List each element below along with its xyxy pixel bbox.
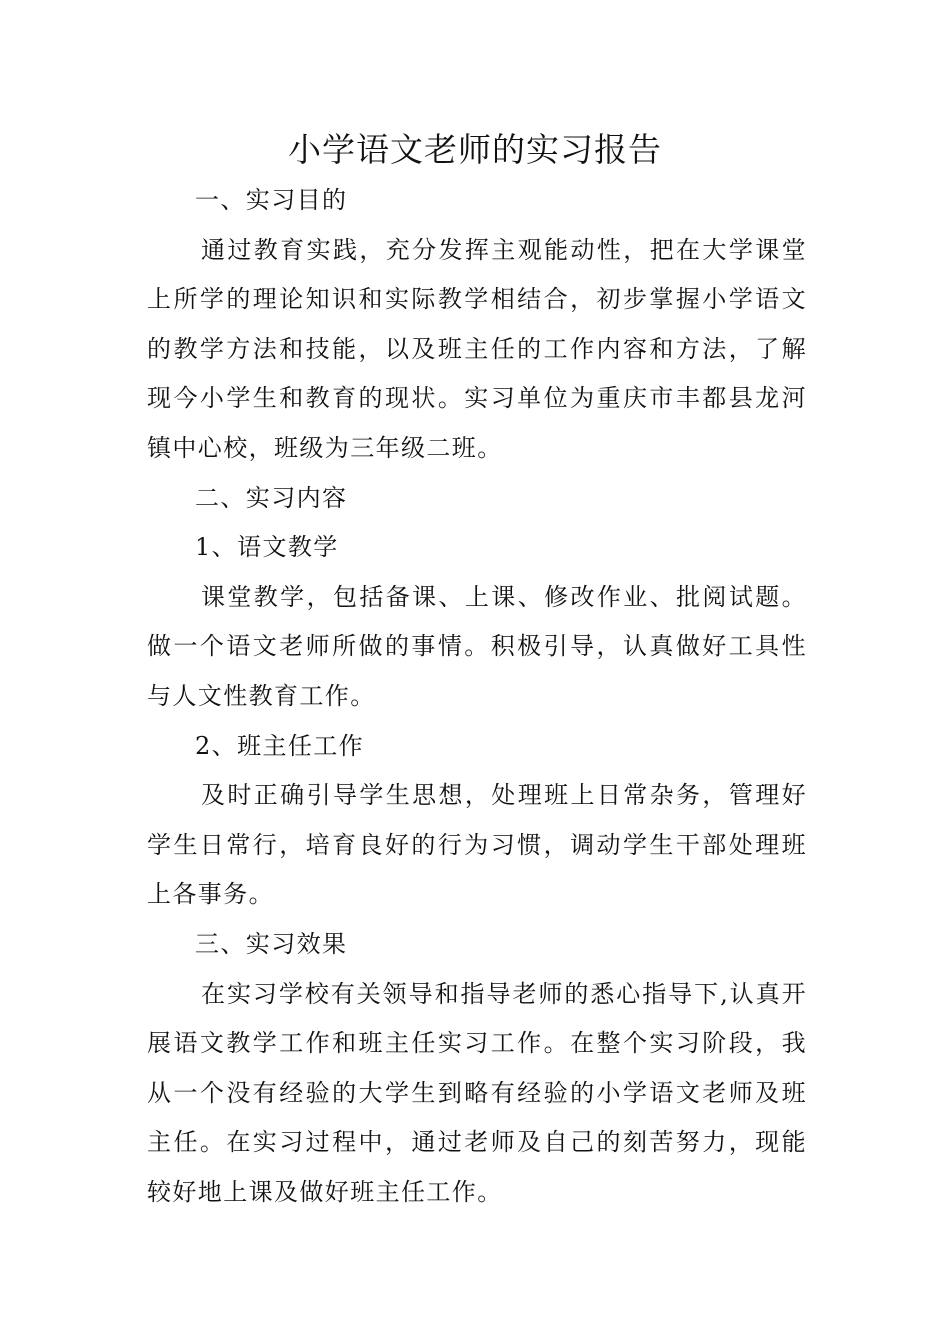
section-heading-purpose: 一、实习目的 [195, 186, 348, 214]
paragraph-chinese-teaching: 课堂教学，包括备课、上课、修改作业、批阅试题。做一个语文老师所做的事情。积极引导，认真做好工具性与人文性教育工作。 [147, 582, 807, 710]
paragraph-results: 在实习学校有关领导和指导老师的悉心指导下,认真开展语文教学工作和班主任实习工作。在整个实习阶段，我从一个没有经验的大学生到略有经验的小学语文老师及班主任。在实习过程中，通过老师及自己的刻苦努力，现能较好地上课及做好班主任工作。 [147, 979, 807, 1206]
paragraph-purpose: 通过教育实践，充分发挥主观能动性，把在大学课堂上所学的理论知识和实际教学相结合，初步掌握小学语文的教学方法和技能，以及班主任的工作内容和方法，了解现今小学生和教育的现状。实习单位为重庆市丰都县龙河镇中心校，班级为三年级二班。 [147, 235, 807, 462]
section-heading-content: 二、实习内容 [195, 483, 348, 512]
subheading-chinese-teaching: 1、语文教学 [195, 533, 339, 562]
document-title: 小学语文老师的实习报告 [288, 130, 662, 169]
subheading-class-teacher-work: 2、班主任工作 [195, 731, 365, 760]
paragraph-class-teacher-work: 及时正确引导学生思想，处理班上日常杂务，管理好学生日常行，培育良好的行为习惯，调动学生干部处理班上各事务。 [147, 781, 807, 909]
section-heading-results: 三、实习效果 [195, 929, 348, 958]
document-body [147, 176, 807, 1217]
